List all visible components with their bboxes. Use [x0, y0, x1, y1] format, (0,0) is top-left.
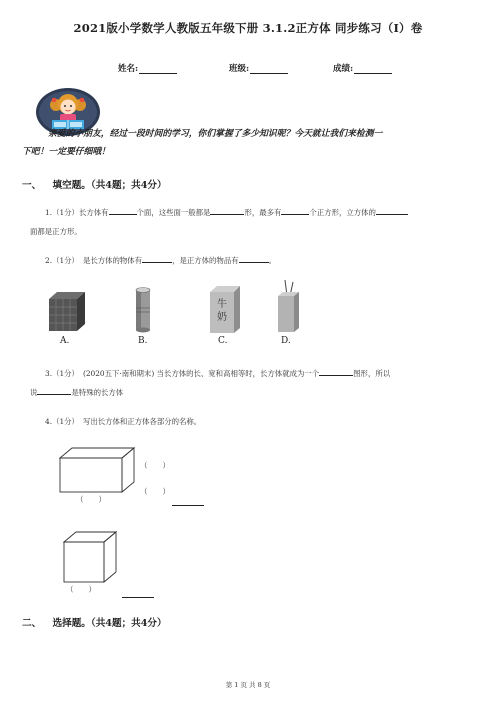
option-d-juice-box-image	[275, 280, 301, 334]
section-1-number: 一、	[22, 180, 42, 191]
score-label: 成绩:	[333, 64, 354, 74]
q1-blank-1[interactable]	[109, 206, 137, 215]
cube-diagram	[58, 530, 120, 586]
q3-number: 3.	[45, 369, 53, 378]
milk-char-2: 奶	[217, 312, 227, 323]
option-a-label: A.	[60, 336, 70, 346]
section-2-heading	[22, 615, 167, 629]
q1-text-4: 个正方形，立方体的	[309, 208, 376, 217]
q2-text-2: ，是正方体的物品有	[172, 256, 239, 265]
class-label: 班级:	[229, 64, 250, 74]
page-footer: 第 1 页 共 8 页	[225, 681, 271, 689]
q3-text-2: 图形，所以	[353, 369, 391, 378]
q4-text: 写出长方体和正方体各部分的名称。	[82, 417, 202, 426]
q3-text-3: 说	[30, 388, 38, 397]
option-a-cube-image	[47, 290, 87, 334]
q1-text-3: 形，最多有	[244, 208, 282, 217]
q1-continuation: 面都是正方形。	[30, 227, 82, 236]
question-4	[45, 412, 465, 431]
cuboid-paren-2: （ ）	[140, 487, 170, 496]
q3-blank-2[interactable]	[37, 386, 71, 395]
question-2	[45, 251, 465, 270]
name-blank	[139, 64, 177, 74]
q3-text-1: (2020五下·南和期末) 当长方体的长、宽和高相等时，长方体就成为一个	[82, 369, 320, 378]
q4-score: （1分）	[52, 417, 79, 426]
section-2-title: 选择题。（共4题；共4分）	[52, 618, 167, 629]
greeting-line-1: 亲爱的小朋友，经过一段时间的学习，你们掌握了多少知识呢？今天就让我们来检测一	[48, 129, 383, 139]
q1-blank-2[interactable]	[210, 206, 244, 215]
q2-blank-1[interactable]	[142, 254, 172, 263]
question-3	[45, 364, 485, 383]
q3-text-4: 是特殊的长方体	[71, 388, 124, 397]
question-1	[45, 203, 465, 222]
greeting-line-2: 下吧！一定要仔细哦！	[22, 147, 110, 157]
q2-number: 2.	[45, 256, 53, 265]
cuboid-paren-1: （ ）	[140, 461, 170, 470]
class-field	[229, 62, 288, 74]
section-1-title: 填空题。（共4题；共4分）	[52, 180, 167, 191]
q3-score: （1分）	[52, 369, 79, 378]
q4-number: 4.	[45, 417, 53, 426]
q1-blank-3[interactable]	[281, 206, 309, 215]
q2-text-3: 。	[268, 256, 277, 265]
q3-blank-1[interactable]	[319, 367, 353, 376]
cube-answer-blank[interactable]	[122, 597, 154, 598]
q1-score: （1分）	[52, 208, 79, 217]
score-field	[333, 62, 392, 74]
q1-number: 1.	[45, 208, 53, 217]
name-label: 姓名:	[118, 64, 139, 74]
q3-continuation	[30, 383, 123, 402]
page-title: 2021版小学数学人教版五年级下册 3.1.2正方体 同步练习（I）卷	[73, 21, 423, 35]
cuboid-paren-3: （ ）	[76, 495, 106, 504]
q2-blank-2[interactable]	[239, 254, 269, 263]
option-b-cylinder-image	[133, 286, 153, 334]
q2-text-1: 是长方体的物体有	[82, 256, 143, 265]
q1-text-1: 长方体有	[78, 208, 109, 217]
cuboid-answer-blank[interactable]	[172, 505, 204, 506]
q1-blank-4[interactable]	[376, 206, 408, 215]
score-blank	[354, 64, 392, 74]
option-c-milk-box-image	[208, 284, 242, 334]
class-blank	[250, 64, 288, 74]
q1-text-2: 个面，这些面一般都是	[136, 208, 211, 217]
section-2-number: 二、	[22, 618, 42, 629]
option-d-label: D.	[281, 336, 291, 346]
section-1-heading	[22, 177, 167, 191]
milk-char-1: 牛	[217, 299, 227, 310]
name-field	[118, 62, 177, 74]
option-b-label: B.	[138, 336, 148, 346]
cube-paren: （ ）	[66, 585, 96, 594]
q2-score: （1分）	[52, 256, 79, 265]
option-c-label: C.	[218, 336, 228, 346]
cuboid-diagram	[50, 446, 140, 498]
